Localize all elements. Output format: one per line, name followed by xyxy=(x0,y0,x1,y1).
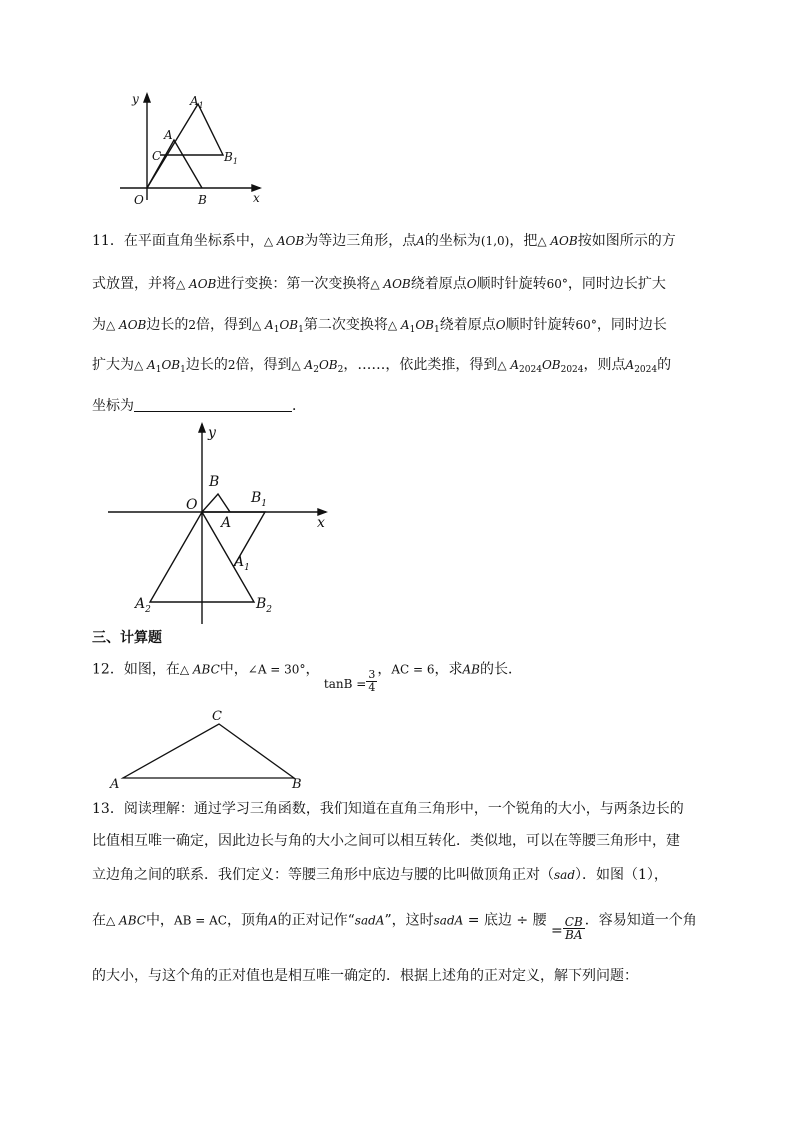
q11-line-1: 11．在平面直角坐标系中，△ AOB为等边三角形，点A的坐标为(1,0)，把△ AOB按如图所示的方 xyxy=(92,233,676,249)
point-b-label: B xyxy=(198,193,207,207)
q13-line-2: 比值相互唯一确定，因此边长与角的大小之间可以相互转化．类似地，可以在等腰三角形中，建 xyxy=(92,833,680,849)
y-label: y xyxy=(208,425,216,441)
point-b2-label: $B_2$ xyxy=(256,596,273,615)
point-b1-label: $B_1$ xyxy=(251,490,268,509)
origin-label: O xyxy=(186,497,198,513)
point-a-label: A xyxy=(221,515,232,531)
point-b1-label: $B_1$ xyxy=(224,150,238,166)
q12-line: 12．如图，在△ ABC中，∠A = 30°， tanB = $\frac{3}{4}$ ，AC = 6，求AB的长． xyxy=(92,661,522,694)
q13-line-1: 13．阅读理解：通过学习三角函数，我们知道在直角三角形中，一个锐角的大小，与两条边长的 xyxy=(92,801,684,817)
point-b-label: B xyxy=(209,474,220,490)
x-label: x xyxy=(253,191,260,205)
figure-rotated-triangles xyxy=(120,88,270,213)
point-a1-label: $A_1$ xyxy=(234,554,250,573)
q13-line-4: 在△ ABC中，AB = AC，顶角A的正对记作“sadA”，这时sadA = 底边 ÷ 腰 = $\frac{CB}{BA}$ ．容易知道一个角 xyxy=(92,912,697,942)
q11-line-4: 扩大为△ $A_1OB_1$边长的2倍，得到△ $A_2OB_2$，……，依此类推，得到△ $A_{2024}OB_{2024}$，则点$A_{2024}$的 xyxy=(92,357,672,375)
x-label: x xyxy=(317,515,325,531)
y-label: y xyxy=(132,92,139,106)
point-a1-label: $A_1$ xyxy=(190,94,204,110)
section-heading: 三、计算题 xyxy=(92,630,162,646)
answer-blank[interactable] xyxy=(134,397,292,412)
origin-label: O xyxy=(134,193,144,207)
point-c-label: C xyxy=(212,709,222,724)
point-a-label: A xyxy=(164,128,173,142)
point-a2-label: $A_2$ xyxy=(135,596,151,615)
q13-line-3: 立边角之间的联系．我们定义：等腰三角形中底边与腰的比叫做顶角正对（sad）．如图（1）， xyxy=(92,867,668,883)
figure-triangle-abc xyxy=(108,708,308,794)
point-a-label: A xyxy=(110,777,120,792)
q11-line-3: 为△ AOB边长的2倍，得到△ $A_1OB_1$第二次变换将△ $A_1OB_1$绕着原点O顺时针旋转60°，同时边长 xyxy=(92,317,667,335)
point-c-label: C xyxy=(152,149,162,163)
q13-line-5: 的大小，与这个角的正对值也是相互唯一确定的．根据上述角的正对定义，解下列问题： xyxy=(92,968,638,984)
figure-expanding-triangles xyxy=(108,420,340,630)
q11-line-5: 坐标为 ． xyxy=(92,398,306,414)
point-b-label: B xyxy=(292,777,302,792)
q11-line-2: 式放置，并将△ AOB进行变换：第一次变换将△ AOB绕着原点O顺时针旋转60°，同时边长扩大 xyxy=(92,276,666,292)
